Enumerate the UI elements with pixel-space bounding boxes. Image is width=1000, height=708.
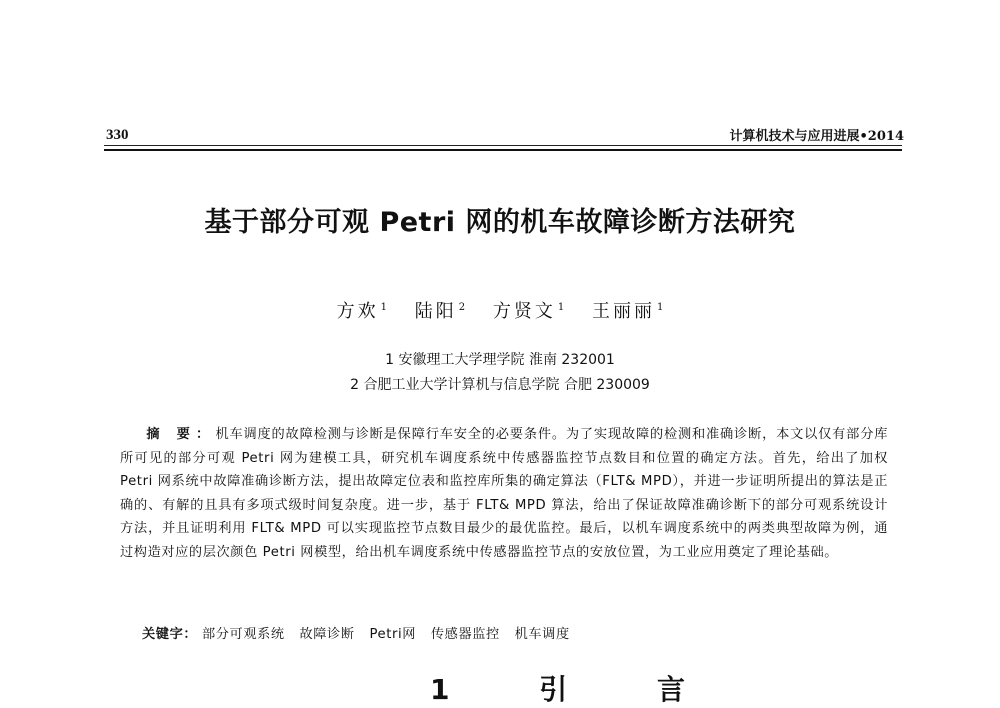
paper-title: 基于部分可观 Petri 网的机车故障诊断方法研究 — [204, 207, 796, 238]
author-affil-marker: 1 — [380, 302, 388, 313]
header-rule-thin — [104, 145, 902, 146]
journal-name: 计算机技术与应用进展•2014 — [729, 129, 904, 144]
keyword: 传感器监控 — [430, 627, 500, 642]
affiliation: 2 合肥工业大学计算机与信息学院 合肥 230009 — [350, 377, 650, 393]
keyword: 机车调度 — [514, 627, 570, 642]
author-list — [0, 297, 1000, 323]
keyword: 部分可观系统 — [201, 627, 285, 642]
abstract-text: 机车调度的故障检测与诊断是保障行车安全的必要条件。为了实现故障的检测和准确诊断，本文以仅有部分库所可见的部分可观 Petri 网为建模工具，研究机车调度系统中传感器监控节点数目和位置的确定方法。首先，给出了加权 Petri 网系统中故障准确诊断方法，提出故障定位表和监控库所集的确定算法（FLT& MPD），并进一步证明所提出的算法是正确的、有解的且具有多项式级时间复杂度。进一步，基于 FLT& MPD 算法，给出了保证故障准确诊断下的部分可观系统设计方法，并且证明利用 FLT& MPD 可以实现监控节点数目最少的最优监控。最后，以机车调度系统中的两类典型故障为例，通过构造对应的层次颜色 Petri 网模型，给出机车调度系统中传感器监控节点的安放位置，为工业应用奠定了理论基础。 — [120, 427, 889, 560]
author — [337, 297, 387, 323]
author-affil-marker: 2 — [458, 302, 466, 313]
header-rule-thick — [104, 149, 902, 151]
keywords — [142, 623, 882, 642]
author — [592, 297, 663, 323]
author-affil-marker: 1 — [656, 302, 664, 313]
author-name: 王丽丽 — [591, 301, 655, 322]
author — [493, 297, 564, 323]
keywords-label: 关键字： — [142, 627, 198, 642]
keyword: 故障诊断 — [299, 627, 355, 642]
author-affil-marker: 1 — [557, 302, 565, 313]
abstract — [120, 423, 888, 565]
affiliation: 1 安徽理工大学理学院 淮南 232001 — [385, 352, 615, 368]
author-name: 方欢 — [336, 301, 379, 322]
author-name: 陆阳 — [414, 301, 457, 322]
page-number: 330 — [106, 127, 129, 143]
abstract-label: 摘 要： — [146, 427, 216, 442]
author-name: 方贤文 — [492, 301, 556, 322]
section-heading-fragment: 1 引 言 — [430, 673, 725, 706]
keyword: Petri网 — [369, 627, 417, 642]
author — [415, 297, 465, 323]
